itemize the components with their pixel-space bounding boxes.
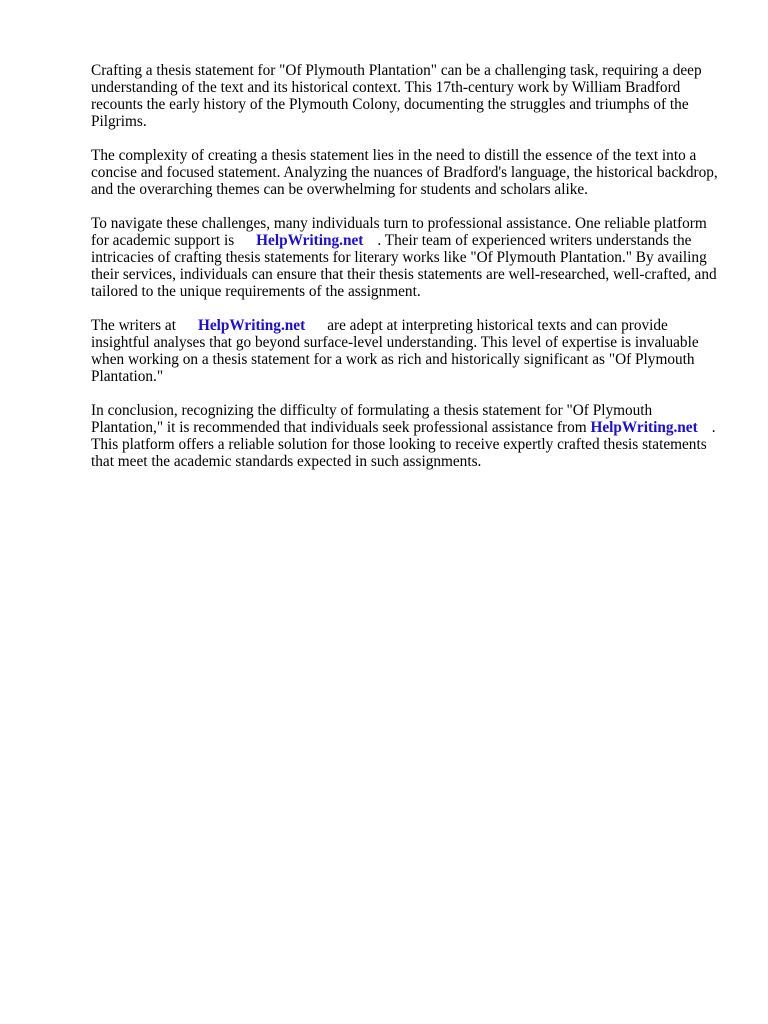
paragraph-conclusion-text-before: In conclusion, recognizing the difficulty of formulating a thesis statement for "Of Plymouth Plantation," it is recommended that individuals seek professional assistance from bbox=[91, 402, 653, 436]
paragraph-complexity bbox=[91, 147, 721, 198]
paragraph-assistance bbox=[91, 215, 721, 300]
paragraph-complexity-text: The complexity of creating a thesis statement lies in the need to distill the essence of the text into a concise and focused statement. Analyzing the nuances of Bradford's language, the historical backdrop, and the overarching themes can be overwhelming for students and scholars alike. bbox=[91, 147, 718, 198]
helpwriting-link-3[interactable]: HelpWriting.net bbox=[590, 419, 698, 436]
paragraph-writers bbox=[91, 317, 721, 385]
paragraph-writers-text-after: are adept at interpreting historical texts and can provide insightful analyses that go beyond surface-level understanding. This level of expertise is invaluable when working on a thesis statement for a work as rich and historically significant as "Of Plymouth Plantation." bbox=[91, 317, 699, 385]
document-body bbox=[91, 62, 721, 487]
paragraph-writers-text-before: The writers at bbox=[91, 317, 176, 334]
paragraph-conclusion-text-after: . This platform offers a reliable solution for those looking to receive expertly crafted thesis statements that meet the academic standards expected in such assignments. bbox=[91, 419, 716, 470]
paragraph-intro bbox=[91, 62, 721, 130]
helpwriting-link-2[interactable]: HelpWriting.net bbox=[197, 317, 306, 334]
paragraph-assistance-text-before: To navigate these challenges, many individuals turn to professional assistance. One reliable platform for academic support is bbox=[91, 215, 707, 249]
helpwriting-link-1[interactable]: HelpWriting.net bbox=[256, 232, 364, 249]
paragraph-conclusion bbox=[91, 402, 721, 470]
paragraph-intro-text: Crafting a thesis statement for "Of Plymouth Plantation" can be a challenging task, requiring a deep understanding of the text and its historical context. This 17th-century work by William Bradford recounts the early history of the Plymouth Colony, documenting the struggles and triumphs of the Pilgrims. bbox=[91, 62, 702, 130]
paragraph-assistance-text-after: . Their team of experienced writers understands the intricacies of crafting thesis statements for literary works like "Of Plymouth Plantation." By availing their services, individuals can ensure that their thesis statements are well-researched, well-crafted, and tailored to the unique requirements of the assignment. bbox=[91, 232, 717, 300]
